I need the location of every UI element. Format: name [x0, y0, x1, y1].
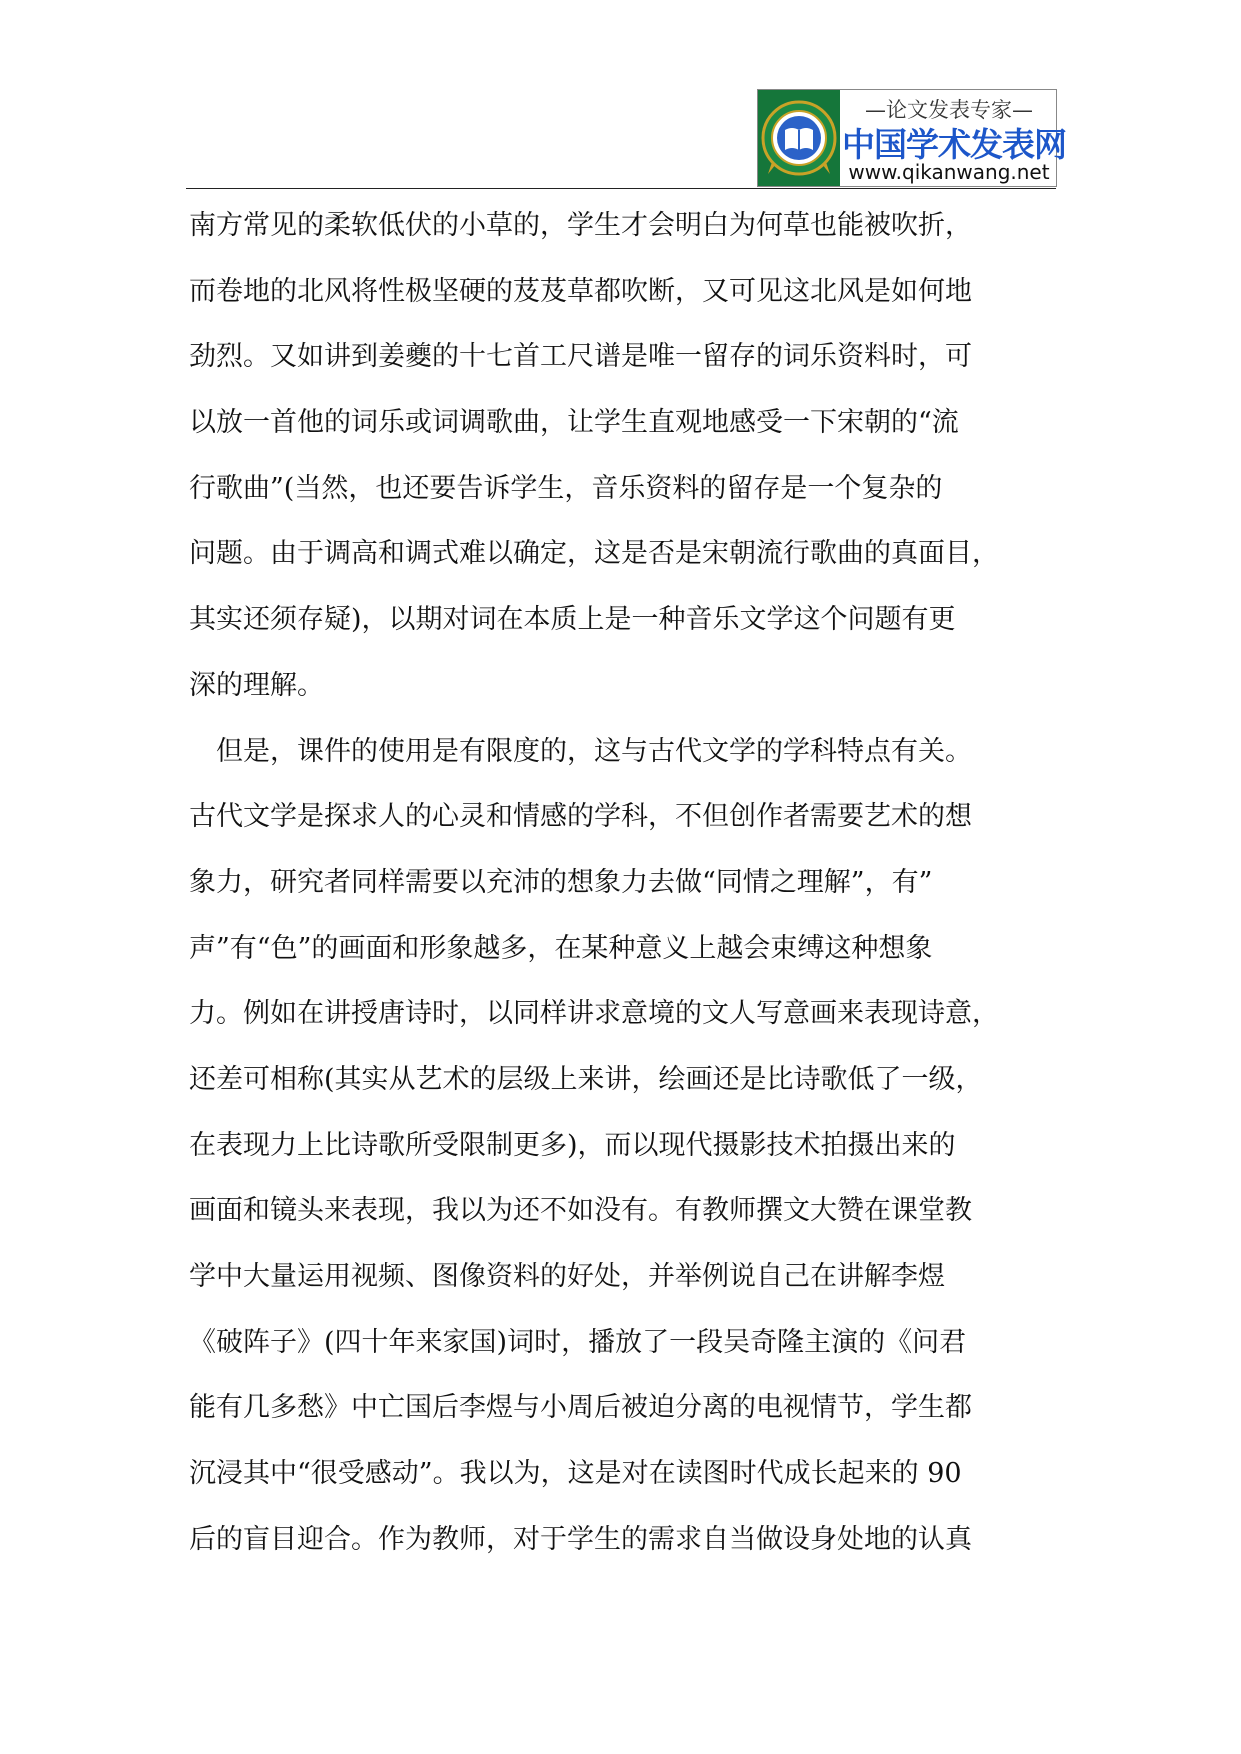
- text-line: 而卷地的北风将性极坚硬的芨芨草都吹断，又可见这北风是如何地: [189, 275, 972, 307]
- text-line: 行歌曲”(当然，也还要告诉学生，音乐资料的留存是一个复杂的: [189, 472, 943, 504]
- text-line: 后的盲目迎合。作为教师，对于学生的需求自当做设身处地的认真: [189, 1523, 972, 1555]
- text-line: 问题。由于调高和调式难以确定，这是否是宋朝流行歌曲的真面目，: [189, 538, 999, 570]
- text-line: 南方常见的柔软低伏的小草的，学生才会明白为何草也能被吹折，: [189, 210, 972, 241]
- text-line: 深的理解。: [189, 669, 324, 701]
- text-line: 能有几多愁》中亡国后李煜与小周后被迫分离的电视情节，学生都: [189, 1392, 972, 1424]
- logo-url: www.qikanwang.net: [848, 160, 1050, 184]
- text-line: 劲烈。又如讲到姜夔的十七首工尺谱是唯一留存的词乐资料时，可: [189, 341, 972, 373]
- text-line: 古代文学是探求人的心灵和情感的学科，不但创作者需要艺术的想: [189, 801, 972, 833]
- header-divider: [186, 188, 1056, 189]
- text-line: 学中大量运用视频、图像资料的好处，并举例说自己在讲解李煜: [189, 1261, 945, 1292]
- body-text: [189, 200, 1049, 1579]
- text-line: 《破阵子》(四十年来家国)词时，播放了一段吴奇隆主演的《问君: [189, 1326, 967, 1358]
- text-line: 象力，研究者同样需要以充沛的想象力去做“同情之理解”，有”: [189, 866, 933, 898]
- text-line: 但是，课件的使用是有限度的，这与古代文学的学科特点有关。: [189, 735, 972, 767]
- text-line: 画面和镜头来表现，我以为还不如没有。有教师撰文大赞在课堂教: [189, 1195, 972, 1227]
- text-line: 还差可相称(其实从艺术的层级上来讲，绘画还是比诗歌低了一级，: [189, 1063, 983, 1095]
- text-line: 以放一首他的词乐或词调歌曲，让学生直观地感受一下宋朝的“流: [189, 407, 959, 439]
- text-line: 声”有“色”的画面和形象越多，在某种意义上越会束缚这种想象: [189, 932, 933, 964]
- text-line: 在表现力上比诗歌所受限制更多)，而以现代摄影技术拍摄出来的: [189, 1129, 956, 1161]
- logo-tagline: —论文发表专家—: [865, 98, 1033, 122]
- text-line: 力。例如在讲授唐诗时，以同样讲求意境的文人写意画来表现诗意，: [189, 998, 999, 1030]
- emblem-icon: [758, 90, 840, 186]
- logo-name: 中国学术发表网: [842, 125, 1066, 164]
- text-line: 其实还须存疑)，以期对词在本质上是一种音乐文学这个问题有更: [189, 604, 956, 636]
- site-logo: [757, 89, 1066, 187]
- text-line: 沉浸其中“很受感动”。我以为，这是对在读图时代成长起来的 90: [189, 1458, 962, 1490]
